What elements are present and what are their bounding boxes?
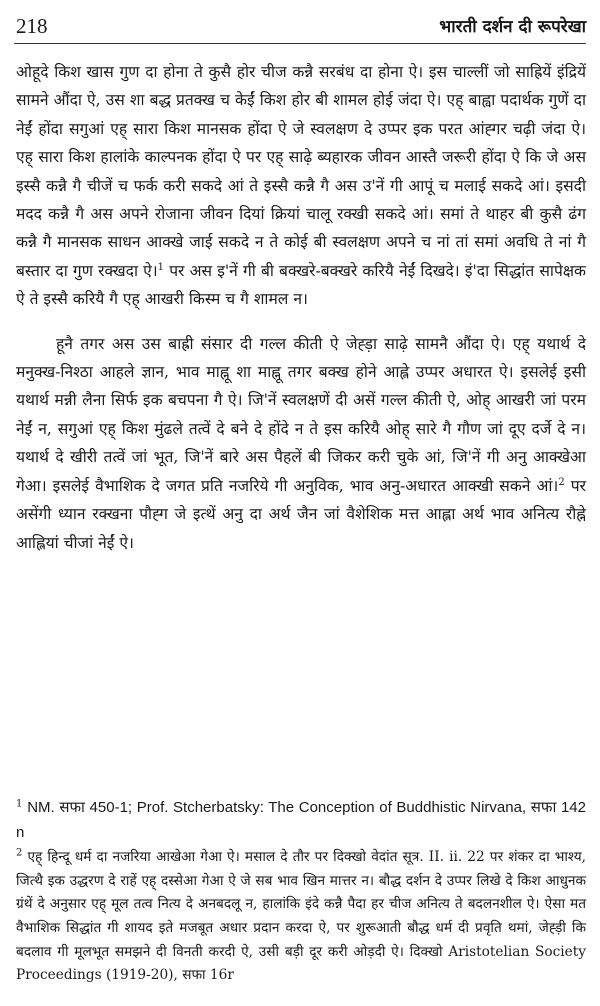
paragraph-1-text-continued: पर अस इ'नें गी बी बक्खरे-बक्खरे करियै नेईं दिखदे। इं'दा सिद्धांत सापेक्षक ऐ ते इस्सै करियै गै एह् आखरी किस्म च गै शामल न। bbox=[16, 261, 586, 309]
footnote-2-marker: 2 bbox=[16, 847, 23, 859]
footnote-1-marker: 1 bbox=[16, 798, 23, 810]
footnote-1 bbox=[16, 796, 586, 845]
footnote-ref-2: 2 bbox=[558, 476, 565, 488]
running-title: भारती दर्शन दी रूपरेखा bbox=[439, 17, 586, 37]
paragraph-2 bbox=[16, 330, 586, 557]
footnotes bbox=[16, 796, 586, 988]
paragraph-2-text: हूनै तगर अस उस बाह्री संसार दी गल्ल कीती ऐ जेह्ड़ा साढ़े सामनै औंदा ऐ। एह् यथार्थ दे मनुक्ख-निश्ठा आहले ज्ञान, भाव माह्नू शा माह्नू तगर बक्ख होने आह्ले उप्पर अधारत ऐ। इसलेई इसी यथार्थ मन्नी लैना सिर्फ इक बचपना गै ऐ। जि'नें स्वलक्षणें दी असें गल्ल कीती ऐ, ओह् आखरी जां परम नेईं न, सगुआं एह् किश मुंढले तत्वें दे बने दे होंदे न ते इस करियै ओह् सारे गै गौण जां दूए दर्जे दे न। यथार्थ दे खीरी तत्वें जां भूत, जि'नें बारे अस पैहलें बी जिकर करी चुके आं, जि'नें गी अनु आक्खेआ गेआ। इसलेई वैभाशिक दे जगत प्रति नजरिये गी अनुविक, भाव अनु-अधारत आक्खी सकने आं। bbox=[16, 334, 586, 495]
header-divider bbox=[14, 43, 586, 44]
footnote-2 bbox=[16, 846, 586, 988]
paragraph-1 bbox=[16, 58, 586, 314]
page-header bbox=[16, 14, 586, 42]
paragraph-1-text: ओहूदे किश खास गुण दा होना ते कुसै होर चीज कन्नै सरबंध दा होना ऐ। इस चाल्लीं जो साह्रियें इंद्रियें सामने औंदा ऐ, उस शा बद्ध प्रतक्ख च केईं किश होर बी शामल होई जंदा ऐ। एह् बाह्वा पदार्थक गुणें दा नेईं होंदा सगुआं एह् सारा किश मानसक होंदा ऐ जे स्वलक्षण दे उप्पर इक परत आंह्गर चढ़ी जंदा ऐ। एह् सारा किश हालांके काल्पनक होंदा ऐ पर एह् साढ़े ब्यहारक जीवन आस्तै जरूरी होंदा ऐ कि जे अस इस्सै कन्नै गै चीजें च फर्क करी सकदे आं ते इस्सै कन्नै गै अस उ'नें गी आपूं च मलाई सकदे आं। इसदी मदद कन्नै गै अस अपने रोजाना जीवन दियां क्रियां चालू रक्खी सकदे आं। समां ते थाहर बी कुसै ढंग कन्नै गै मानसक साधन आक्खे जाई सकदे न ते कोई बी स्वलक्षण अपने च नां तां समां अवधि ते नां गै बस्तार दा गुण रक्खदा ऐ। bbox=[16, 63, 586, 280]
footnote-1-text: NM. सफा 450-1; Prof. Stcherbatsky: The Conception of Buddhistic Nirvana, सफा 142 n bbox=[16, 799, 586, 841]
main-text bbox=[16, 58, 586, 557]
page-number: 218 bbox=[16, 14, 48, 38]
paragraph-2-text-continued: पर असेंगी ध्यान रक्खना पौह्ग जे इत्थें अनु दा अर्थ जैन जां वैशेशिक मत्त आह्ला अर्थ भाव अनित्य रौह्ने आह्लियां चीजां नेईं ऐ। bbox=[16, 476, 586, 552]
footnote-ref-1: 1 bbox=[157, 261, 165, 273]
footnote-2-text: एह् हिन्दू धर्म दा नजरिया आखेआ गेआ ऐ। मसाल दे तौर पर दिक्खो वेदांत सूत्र. II. ii. 22 पर शंकर दा भाश्य, जित्थै इक उद्धरण दे राहें एह् दस्सेआ गेआ ऐ जे सब भाव खिन मात्तर न। बौद्ध दर्शन दे उप्पर लिखे दे किश आधुनक ग्रंथें दे अनुसार एह् मूल तत्व नित्य दे अनबदलू न, हालांकि इंदे कन्नै पैदा हर चीज अनित्य ते बदलनशील ऐ। ऐसा मत वैभाशिक सिद्धांत गी शायद इते मजबूत अधार प्रदान करदा ऐ, पर शुरूआती बौद्ध धर्म दी प्रवृति थमां, जेह्ड़ी कि बदलाव गी मूलभूत समझने दी विनती करदी ऐ, उसी बड़ी दूर करी ओड़दी ऐ। दिक्खो Aristotelian Society Proceedings (1919-20), सफा 16r bbox=[16, 849, 586, 984]
